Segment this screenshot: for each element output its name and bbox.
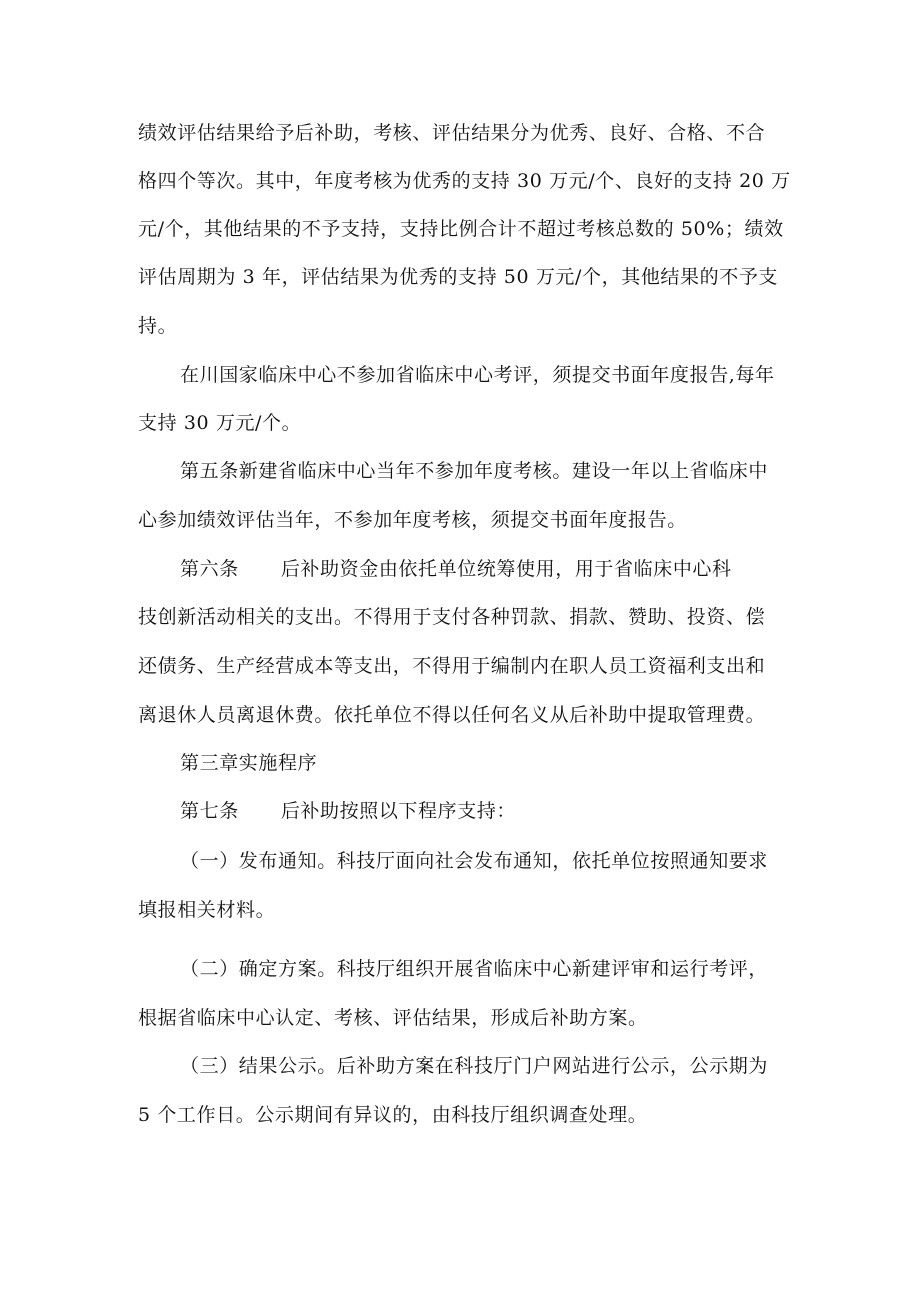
text-line: 后补助资金由依托单位统筹使用，用于省临床中心科 <box>280 558 732 580</box>
article-7-label: 第七条 <box>180 800 239 822</box>
text-line: 持。 <box>138 315 178 337</box>
text-line: 后补助按照以下程序支持： <box>280 800 517 822</box>
text-line: 心参加绩效评估当年，不参加年度考核，须提交书面年度报告。 <box>138 509 687 531</box>
text-line: 技创新活动相关的支出。不得用于支付各种罚款、捐款、赞助、投资、偿 <box>138 606 766 628</box>
text-line: （三）结果公示。后补助方案在科技厅门户网站进行公示，公示期为 <box>180 1055 769 1077</box>
chapter-heading: 第三章实施程序 <box>180 752 318 774</box>
article-6-line <box>180 556 732 582</box>
text-line: 评估周期为 3 年，评估结果为优秀的支持 50 万元/个，其他结果的不予支 <box>138 266 779 288</box>
text-line: （二）确定方案。科技厅组织开展省临床中心新建评审和运行考评， <box>180 958 769 980</box>
text-line: （一）发布通知。科技厅面向社会发布通知，依托单位按照通知要求 <box>180 850 769 872</box>
text-line: 支持 30 万元/个。 <box>138 412 302 434</box>
text-line: 离退休人员离退休费。依托单位不得以任何名义从后补助中提取管理费。 <box>138 704 766 726</box>
text-line: 绩效评估结果给予后补助，考核、评估结果分为优秀、良好、合格、不合 <box>138 122 766 144</box>
text-line: 5 个工作日。公示期间有异议的，由科技厅组织调查处理。 <box>138 1104 648 1126</box>
text-line: 填报相关材料。 <box>138 899 276 921</box>
text-line: 还债务、生产经营成本等支出，不得用于编制内在职人员工资福利支出和 <box>138 655 766 677</box>
text-line: 根据省临床中心认定、考核、评估结果，形成后补助方案。 <box>138 1007 648 1029</box>
text-line: 第五条新建省临床中心当年不参加年度考核。建设一年以上省临床中 <box>180 460 769 482</box>
text-line: 在川国家临床中心不参加省临床中心考评，须提交书面年度报告,每年 <box>180 364 775 386</box>
article-6-label: 第六条 <box>180 558 239 580</box>
text-line: 格四个等次。其中，年度考核为优秀的支持 30 万元/个、良好的支持 20 万 <box>138 170 791 192</box>
text-line: 元/个，其他结果的不予支持，支持比例合计不超过考核总数的 50%；绩效 <box>138 218 784 240</box>
article-7-line <box>180 798 516 824</box>
